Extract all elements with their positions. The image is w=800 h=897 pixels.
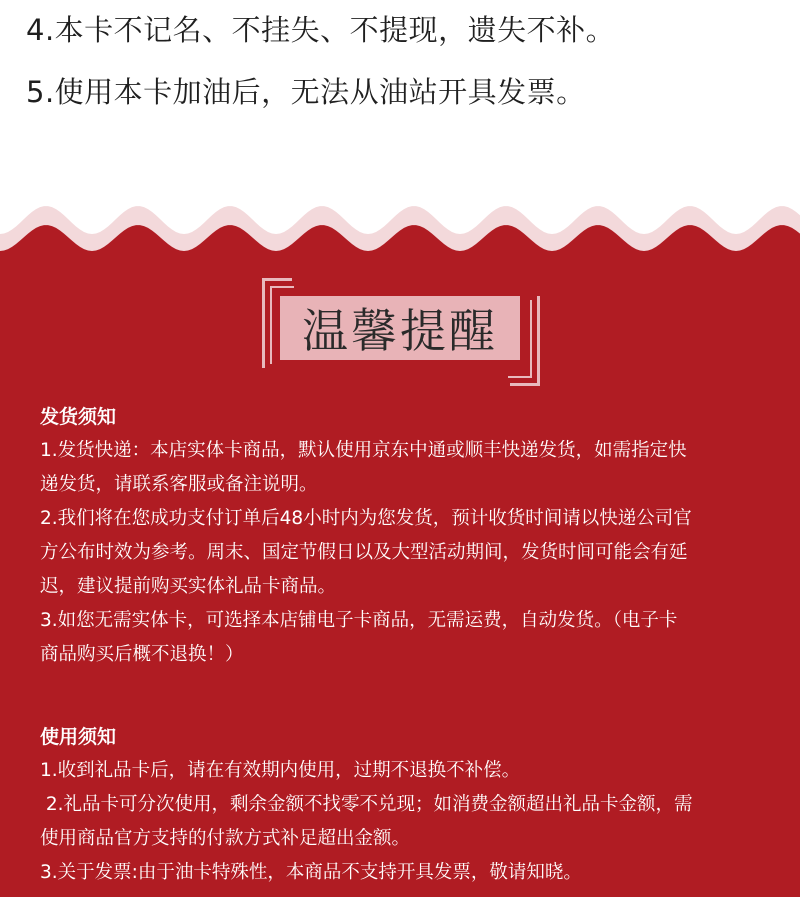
note-5: 5.使用本卡加油后，无法从油站开具发票。 [26, 75, 586, 109]
usage-item-2 [40, 788, 780, 856]
usage-item-3 [40, 856, 780, 890]
text-line: 1.发货快递：本店实体卡商品，默认使用京东中通或顺丰快递发货，如需指定快 [40, 440, 687, 461]
note-4: 4.本卡不记名、不挂失、不提现，遗失不补。 [26, 13, 616, 47]
shipping-item-3 [40, 604, 780, 672]
usage-heading: 使用须知 [40, 726, 117, 748]
shipping-item-2 [40, 502, 780, 604]
text-line: 2.我们将在您成功支付订单后48小时内为您发货，预计收货时间请以快递公司官 [40, 508, 692, 529]
banner-title: 温馨提醒 [280, 296, 520, 360]
text-line: 使用商品官方支持的付款方式补足超出金额。 [40, 828, 411, 849]
text-line: 方公布时效为参考。周末、国定节假日以及大型活动期间，发货时间可能会有延 [40, 542, 688, 563]
text-line: 3.关于发票:由于油卡特殊性，本商品不支持开具发票，敬请知晓。 [40, 862, 582, 883]
text-line: 1.收到礼品卡后，请在有效期内使用，过期不退换不补偿。 [40, 760, 521, 781]
notice-content [40, 400, 780, 890]
text-line: 3.如您无需实体卡，可选择本店铺电子卡商品，无需运费，自动发货。（电子卡 [40, 610, 678, 631]
text-line: 递发货，请联系客服或备注说明。 [40, 474, 318, 495]
text-line: 2.礼品卡可分次使用，剩余金额不找零不兑现；如消费金额超出礼品卡金额，需 [40, 794, 693, 815]
shipping-heading: 发货须知 [40, 406, 117, 428]
banner [262, 278, 540, 386]
usage-item-1 [40, 754, 780, 788]
text-line: 迟，建议提前购买实体礼品卡商品。 [40, 576, 337, 597]
shipping-item-1 [40, 434, 780, 502]
text-line: 商品购买后概不退换！） [40, 644, 244, 665]
